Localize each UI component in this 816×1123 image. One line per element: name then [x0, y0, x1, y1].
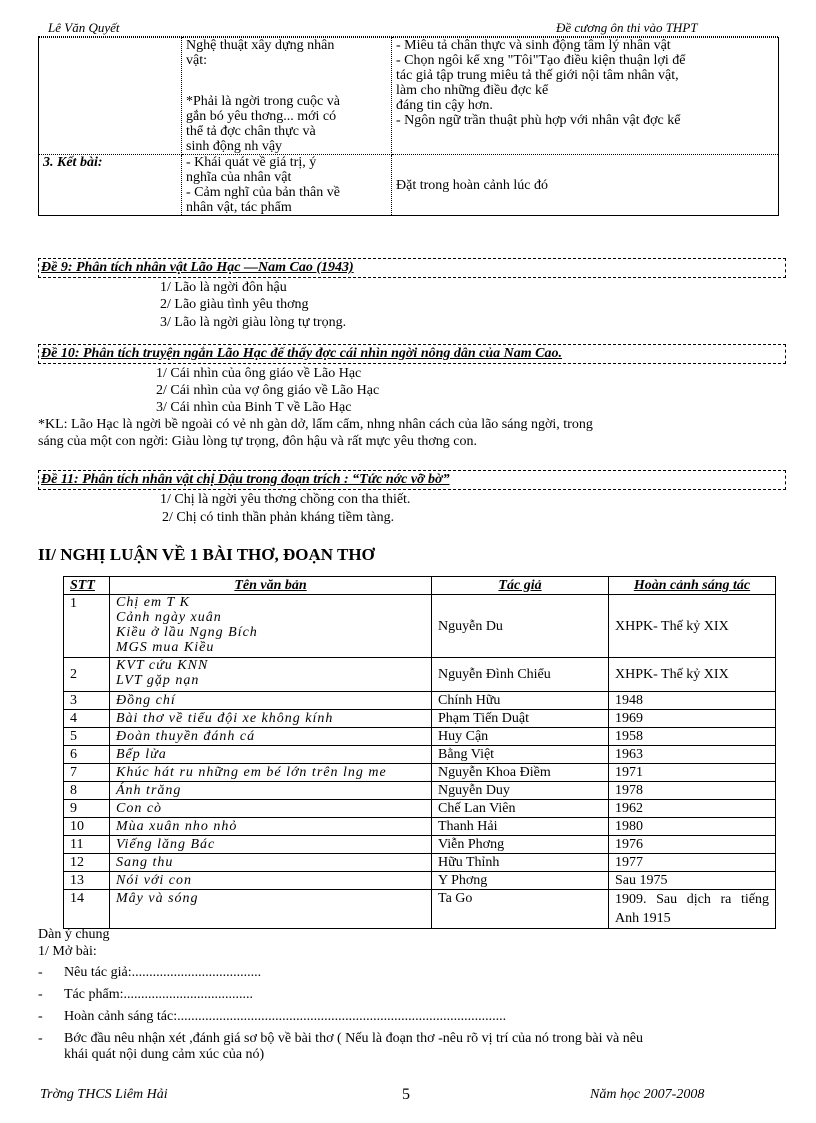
table-row [64, 872, 776, 890]
table-row [64, 818, 776, 836]
cell-stt: 5 [64, 728, 110, 746]
list-item: - Tác phẩm:..................................... [38, 987, 253, 1002]
cell-conclusion-points [182, 155, 392, 216]
cell-author: Phạm Tiến Duật [432, 710, 609, 728]
table-row [64, 595, 776, 658]
table-row [64, 800, 776, 818]
cell-author: Hữu Thỉnh [432, 854, 609, 872]
cell-stt: 14 [64, 890, 110, 929]
cell-stt: 6 [64, 746, 110, 764]
de10-title-box [38, 344, 786, 364]
cell-stt: 12 [64, 854, 110, 872]
cell-context: 1962 [609, 800, 776, 818]
table-row [64, 836, 776, 854]
cell-stt: 3 [64, 692, 110, 710]
list-item: 3/ Cái nhìn của Binh T về Lão Hạc [156, 400, 352, 415]
poem-title: LVT gặp nạn [116, 673, 200, 688]
column-header: Hoàn cảnh sáng tác [609, 577, 776, 595]
cell-context: XHPK- Thế kỷ XIX [609, 595, 776, 658]
cell-stt: 8 [64, 782, 110, 800]
header-title: Đề cương ôn thi vào THPT [556, 20, 698, 35]
cell-title: Ánh trăng [110, 782, 432, 800]
cell-stt: 1 [64, 595, 110, 658]
cell-stt: 7 [64, 764, 110, 782]
cell-context: 1978 [609, 782, 776, 800]
table-header-row [64, 577, 776, 595]
cell-author: Viễn Phơng [432, 836, 609, 854]
list-item: 3/ Lão là ngời giàu lòng tự trọng. [160, 315, 347, 330]
section-title: II/ NGHỊ LUẬN VỀ 1 BÀI THƠ, ĐOẠN THƠ [38, 545, 375, 564]
cell-stt: 13 [64, 872, 110, 890]
cell-context: 1976 [609, 836, 776, 854]
text-line: - Cảm nghĩ của bản thân về [186, 185, 340, 200]
cell-stt: 4 [64, 710, 110, 728]
text-line: - Ngôn ngữ trần thuật phù hợp với nhân vật đợc kể [396, 113, 681, 128]
cell-art-technique [182, 38, 392, 155]
cell-title: Đồng chí [110, 692, 432, 710]
table-row [64, 658, 776, 692]
text-line: - Chọn ngôi kể xng "Tôi"Tạo điều kiện thuận lợi để [396, 53, 686, 68]
table-row [64, 890, 776, 929]
cell-context: XHPK- Thế kỷ XIX [609, 658, 776, 692]
table-row [64, 710, 776, 728]
text-line: nhân vật, tác phẩm [186, 200, 292, 215]
column-header: STT [64, 577, 110, 595]
conclusion-line: sáng của một con ngời: Giàu lòng tự trọng, đôn hậu và rất mực yêu thơng con. [38, 434, 478, 449]
cell-context: 1958 [609, 728, 776, 746]
list-item-continued: khái quát nội dung cảm xúc của nó) [64, 1047, 265, 1062]
cell-context: 1909. Sau dịch ra tiếng Anh 1915 [609, 890, 776, 929]
conclusion-line: *KL: Lão Hạc là ngời bề ngoài có vẻ nh gàn dở, lẩm cẩm, nhng nhân cách của lão sáng ngời, trong [38, 417, 593, 432]
outline-title: Dàn ý chung [38, 927, 110, 942]
cell-context: 1969 [609, 710, 776, 728]
list-item: - Bớc đầu nêu nhận xét ,đánh giá sơ bộ về bài thơ ( Nếu là đoạn thơ -nêu rõ vị trí của nó trong bài và nêu [38, 1031, 643, 1046]
text-line: *Phải là ngời trong cuộc và [186, 94, 340, 109]
cell-author: Ta Go [432, 890, 609, 929]
outline-sub: 1/ Mở bài: [38, 944, 97, 959]
cell-author: Bằng Việt [432, 746, 609, 764]
table-row [39, 155, 779, 216]
cell-context: 1977 [609, 854, 776, 872]
cell-conclusion-label: 3. Kết bài: [39, 155, 182, 216]
cell-empty [39, 38, 182, 155]
cell-stt: 11 [64, 836, 110, 854]
cell-conclusion-context: Đặt trong hoàn cảnh lúc đó [392, 155, 779, 216]
list-item: - Hoàn cảnh sáng tác:.............................................................................................. [38, 1009, 507, 1024]
cell-author: Nguyễn Du [432, 595, 609, 658]
cell-title: Đoàn thuyền đánh cá [110, 728, 432, 746]
table-row [64, 746, 776, 764]
text-line: vật: [186, 53, 207, 68]
poem-title: MGS mua Kiều [116, 640, 215, 655]
list-item: 2/ Chị có tinh thần phản kháng tiềm tàng. [162, 510, 395, 525]
footer-school: Trờng THCS Liêm Hải [40, 1087, 168, 1102]
cell-title [110, 658, 432, 692]
poem-title: Cảnh ngày xuân [116, 610, 222, 625]
cell-author: Y Phơng [432, 872, 609, 890]
cell-art-details [392, 38, 779, 155]
text-line: sinh động nh vậy [186, 139, 283, 154]
cell-author: Chế Lan Viên [432, 800, 609, 818]
poem-title: Chị em T K [116, 595, 190, 610]
list-item: 1/ Chị là ngời yêu thơng chồng con tha thiết. [160, 492, 411, 507]
de11-title-box [38, 470, 786, 490]
table-row [64, 692, 776, 710]
cell-author: Nguyễn Duy [432, 782, 609, 800]
cell-title: Mùa xuân nho nhỏ [110, 818, 432, 836]
cell-title: Bếp lửa [110, 746, 432, 764]
outline-table [38, 37, 779, 216]
cell-stt: 2 [64, 658, 110, 692]
de9-title: Đề 9: Phân tích nhân vật Lão Hạc —Nam Cao (1943) [41, 260, 354, 275]
cell-title: Khúc hát ru những em bé lớn trên lng me [110, 764, 432, 782]
table-row [64, 782, 776, 800]
de9-title-box [38, 258, 786, 278]
table-row [39, 38, 779, 155]
cell-stt: 10 [64, 818, 110, 836]
cell-author: Nguyễn Khoa Điềm [432, 764, 609, 782]
cell-author: Huy Cận [432, 728, 609, 746]
text-line: đáng tin cậy hơn. [396, 98, 493, 113]
footer-year: Năm học 2007-2008 [590, 1087, 705, 1102]
de11-title: Đề 11: Phân tích nhân vật chị Dậu trong đoạn trích : “Tức nớc vỡ bờ” [41, 472, 450, 487]
cell-context: 1971 [609, 764, 776, 782]
cell-title: Sang thu [110, 854, 432, 872]
cell-author: Thanh Hải [432, 818, 609, 836]
cell-title: Con cò [110, 800, 432, 818]
text-line: gắn bó yêu thơng... mới có [186, 109, 337, 124]
poem-table [63, 576, 776, 929]
text-line: nghĩa của nhân vật [186, 170, 292, 185]
list-item: 1/ Lão là ngời đôn hậu [160, 280, 287, 295]
list-item: 1/ Cái nhìn của ông giáo về Lão Hạc [156, 366, 362, 381]
table-row [64, 764, 776, 782]
list-item: - Nêu tác giả:..................................... [38, 965, 262, 980]
text-line: - Khái quát về giá trị, ý [186, 155, 317, 170]
header-author: Lê Văn Quyết [48, 20, 120, 35]
cell-context: 1980 [609, 818, 776, 836]
cell-context: Sau 1975 [609, 872, 776, 890]
cell-author: Nguyễn Đình Chiểu [432, 658, 609, 692]
list-item: 2/ Lão giàu tình yêu thơng [160, 297, 309, 312]
cell-stt: 9 [64, 800, 110, 818]
cell-title: Bài thơ về tiểu đội xe không kính [110, 710, 432, 728]
bullet-text: Tác phẩm:..................................... [64, 987, 253, 1002]
table-row [64, 728, 776, 746]
cell-context: 1948 [609, 692, 776, 710]
text-line: - Miêu tả chân thực và sinh động tâm lý nhân vật [396, 38, 671, 53]
table-row [64, 854, 776, 872]
column-header: Tên văn bản [110, 577, 432, 595]
page-number: 5 [402, 1086, 410, 1103]
cell-title: Nói với con [110, 872, 432, 890]
cell-author: Chính Hữu [432, 692, 609, 710]
text-line: thể tả đợc chân thực và [186, 124, 316, 139]
bullet-text: Bớc đầu nêu nhận xét ,đánh giá sơ bộ về bài thơ ( Nếu là đoạn thơ -nêu rõ vị trí của nó trong bài và nêu [64, 1031, 643, 1046]
poem-title: KVT cứu KNN [116, 658, 209, 673]
bullet-text: Hoàn cảnh sáng tác:.............................................................................................. [64, 1009, 507, 1024]
list-item: 2/ Cái nhìn của vợ ông giáo về Lão Hạc [156, 383, 380, 398]
cell-context: 1963 [609, 746, 776, 764]
de10-title: Đề 10: Phân tích truyện ngắn Lão Hạc để thấy đợc cái nhìn ngời nông dân của Nam Cao. [41, 346, 563, 361]
column-header: Tác giả [432, 577, 609, 595]
bullet-text: Nêu tác giả:..................................... [64, 965, 262, 980]
cell-title: Mây và sóng [110, 890, 432, 929]
poem-title: Kiều ở lầu Ngng Bích [116, 625, 258, 640]
cell-title [110, 595, 432, 658]
cell-title: Viếng lăng Bác [110, 836, 432, 854]
text-line: làm cho những điều đợc kể [396, 83, 549, 98]
text-line: tác giả tập trung miêu tả thế giới nội tâm nhân vật, [396, 68, 679, 83]
text-line: Nghệ thuật xây dựng nhân [186, 38, 335, 53]
